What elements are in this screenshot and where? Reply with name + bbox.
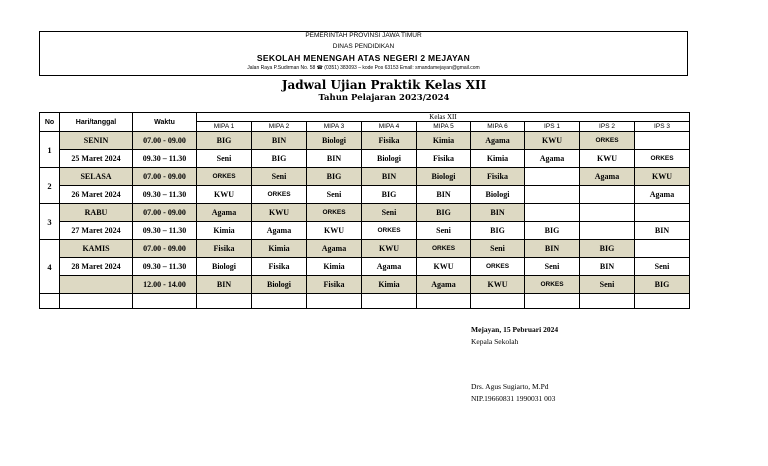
subject-cell: Agama [252,222,307,240]
empty-cell [252,294,307,309]
subject-cell: Seni [417,222,471,240]
subject-cell [580,204,635,222]
subject-cell: BIG [635,276,690,294]
subject-cell: Seni [197,150,252,168]
subject-cell: BIG [417,204,471,222]
time-cell: 09.30 – 11.30 [133,186,197,204]
subject-cell: KWU [635,168,690,186]
subject-cell: Agama [417,276,471,294]
empty-cell [197,294,252,309]
signature-nip: NIP.19660831 1990031 003 [471,394,556,403]
empty-row [40,294,690,309]
col-header-time: Waktu [133,113,197,132]
class-header: MIPA 5 [417,122,471,132]
subject-cell: ORKES [307,204,362,222]
signature-place-date: Mejayan, 15 Pebruari 2024 [471,325,559,334]
subject-cell: BIN [635,222,690,240]
subject-cell: ORKES [471,258,525,276]
time-cell: 12.00 - 14.00 [133,276,197,294]
subject-cell [525,186,580,204]
schedule-row [40,168,690,186]
subject-cell: Biologi [197,258,252,276]
subject-cell: Seni [252,168,307,186]
subject-cell: KWU [417,258,471,276]
subject-cell [635,204,690,222]
row-number: 3 [40,204,60,240]
letterhead-school-name: SEKOLAH MENENGAH ATAS NEGERI 2 MEJAYAN [256,53,471,63]
subject-cell: Agama [580,168,635,186]
subject-cell: ORKES [635,150,690,168]
empty-cell [362,294,417,309]
subject-cell: Fisika [197,240,252,258]
col-header-day: Hari/tanggal [60,113,133,132]
subject-cell: BIG [580,240,635,258]
subject-cell: Kimia [197,222,252,240]
subject-cell: Kimia [252,240,307,258]
subject-cell: Biologi [471,186,525,204]
exam-schedule-table [39,112,690,309]
class-header: MIPA 1 [197,122,252,132]
class-header: IPS 3 [635,122,690,132]
subject-cell: KWU [307,222,362,240]
time-cell: 09.30 – 11.30 [133,258,197,276]
subject-cell: Biologi [252,276,307,294]
subject-cell: Seni [635,258,690,276]
subject-cell: Agama [362,258,417,276]
subject-cell: BIN [471,204,525,222]
subject-cell: BIG [252,150,307,168]
subject-cell: ORKES [580,132,635,150]
subject-cell: Kimia [471,150,525,168]
subject-cell: Fisika [307,276,362,294]
subject-cell: Seni [580,276,635,294]
col-header-class-group: Kelas XII [197,113,690,122]
subject-cell: KWU [252,204,307,222]
subject-cell: Fisika [362,132,417,150]
subject-cell: BIN [362,168,417,186]
empty-cell [307,294,362,309]
empty-cell [635,294,690,309]
subject-cell [525,168,580,186]
day-cell: KAMIS [60,240,133,258]
schedule-row [40,132,690,150]
subject-cell: KWU [471,276,525,294]
schedule-row [40,276,690,294]
subject-cell: Biologi [362,150,417,168]
subject-cell: KWU [525,132,580,150]
subject-cell [635,240,690,258]
schedule-row [40,150,690,168]
schedule-row [40,240,690,258]
class-header: MIPA 4 [362,122,417,132]
time-cell: 09.30 – 11.30 [133,150,197,168]
subject-cell: Seni [525,258,580,276]
schedule-row [40,204,690,222]
class-header: IPS 2 [580,122,635,132]
letterhead-government: PEMERINTAH PROVINSI JAWA TIMUR [305,32,422,39]
class-header: MIPA 3 [307,122,362,132]
empty-cell [580,294,635,309]
subject-cell: Seni [307,186,362,204]
subject-cell: BIG [525,222,580,240]
day-cell: 25 Maret 2024 [60,150,133,168]
day-cell: 28 Maret 2024 [60,258,133,276]
time-cell: 07.00 - 09.00 [133,132,197,150]
subject-cell: BIN [197,276,252,294]
subject-cell: ORKES [362,222,417,240]
subject-cell [525,204,580,222]
subject-cell: BIN [252,132,307,150]
empty-cell [525,294,580,309]
class-header: MIPA 2 [252,122,307,132]
subject-cell: BIN [417,186,471,204]
subject-cell: KWU [580,150,635,168]
document-title: Jadwal Ujian Praktik Kelas XII [281,78,487,92]
subject-cell: Seni [362,204,417,222]
schedule-row [40,222,690,240]
subject-cell: BIG [471,222,525,240]
subject-cell [580,186,635,204]
class-header: MIPA 6 [471,122,525,132]
subject-cell: Agama [471,132,525,150]
row-number: 4 [40,240,60,294]
day-cell: 26 Maret 2024 [60,186,133,204]
letterhead-department: DINAS PENDIDIKAN [332,42,395,50]
day-cell: SELASA [60,168,133,186]
subject-cell: Biologi [417,168,471,186]
class-header: IPS 1 [525,122,580,132]
day-cell: RABU [60,204,133,222]
subject-cell [580,222,635,240]
subject-cell: BIG [362,186,417,204]
subject-cell: ORKES [525,276,580,294]
letterhead-address: Jalan Raya P.Sudirman No. 58 ☎ (0351) 383093 – kode Pos 63153 Email: smandamejayan@gmail.com [247,64,480,71]
subject-cell: Agama [635,186,690,204]
empty-cell [471,294,525,309]
subject-cell: BIG [197,132,252,150]
subject-cell: ORKES [197,168,252,186]
row-number: 2 [40,168,60,204]
subject-cell: Agama [307,240,362,258]
subject-cell: Seni [471,240,525,258]
subject-cell: BIG [307,168,362,186]
day-cell: SENIN [60,132,133,150]
empty-cell [133,294,197,309]
signature-role: Kepala Sekolah [471,337,519,346]
letterhead [39,31,688,76]
empty-cell [60,294,133,309]
subject-cell: ORKES [417,240,471,258]
time-cell: 07.00 - 09.00 [133,168,197,186]
subject-cell: Kimia [362,276,417,294]
subject-cell: BIN [307,150,362,168]
col-header-no: No [40,113,60,132]
subject-cell: KWU [197,186,252,204]
empty-cell [417,294,471,309]
document-subtitle: Tahun Pelajaran 2023/2024 [318,93,450,103]
schedule-row [40,258,690,276]
subject-cell: Kimia [307,258,362,276]
empty-cell [40,294,60,309]
subject-cell [635,132,690,150]
time-cell: 09.30 – 11.30 [133,222,197,240]
subject-cell: Biologi [307,132,362,150]
signature-name: Drs. Agus Sugiarto, M.Pd [471,382,549,391]
day-cell [60,276,133,294]
row-number: 1 [40,132,60,168]
subject-cell: Agama [525,150,580,168]
subject-cell: Fisika [252,258,307,276]
schedule-body [40,132,690,309]
schedule-row [40,186,690,204]
subject-cell: Fisika [471,168,525,186]
time-cell: 07.00 - 09.00 [133,204,197,222]
subject-cell: KWU [362,240,417,258]
subject-cell: Fisika [417,150,471,168]
time-cell: 07.00 - 09.00 [133,240,197,258]
day-cell: 27 Maret 2024 [60,222,133,240]
subject-cell: BIN [580,258,635,276]
subject-cell: ORKES [252,186,307,204]
subject-cell: BIN [525,240,580,258]
subject-cell: Agama [197,204,252,222]
subject-cell: Kimia [417,132,471,150]
